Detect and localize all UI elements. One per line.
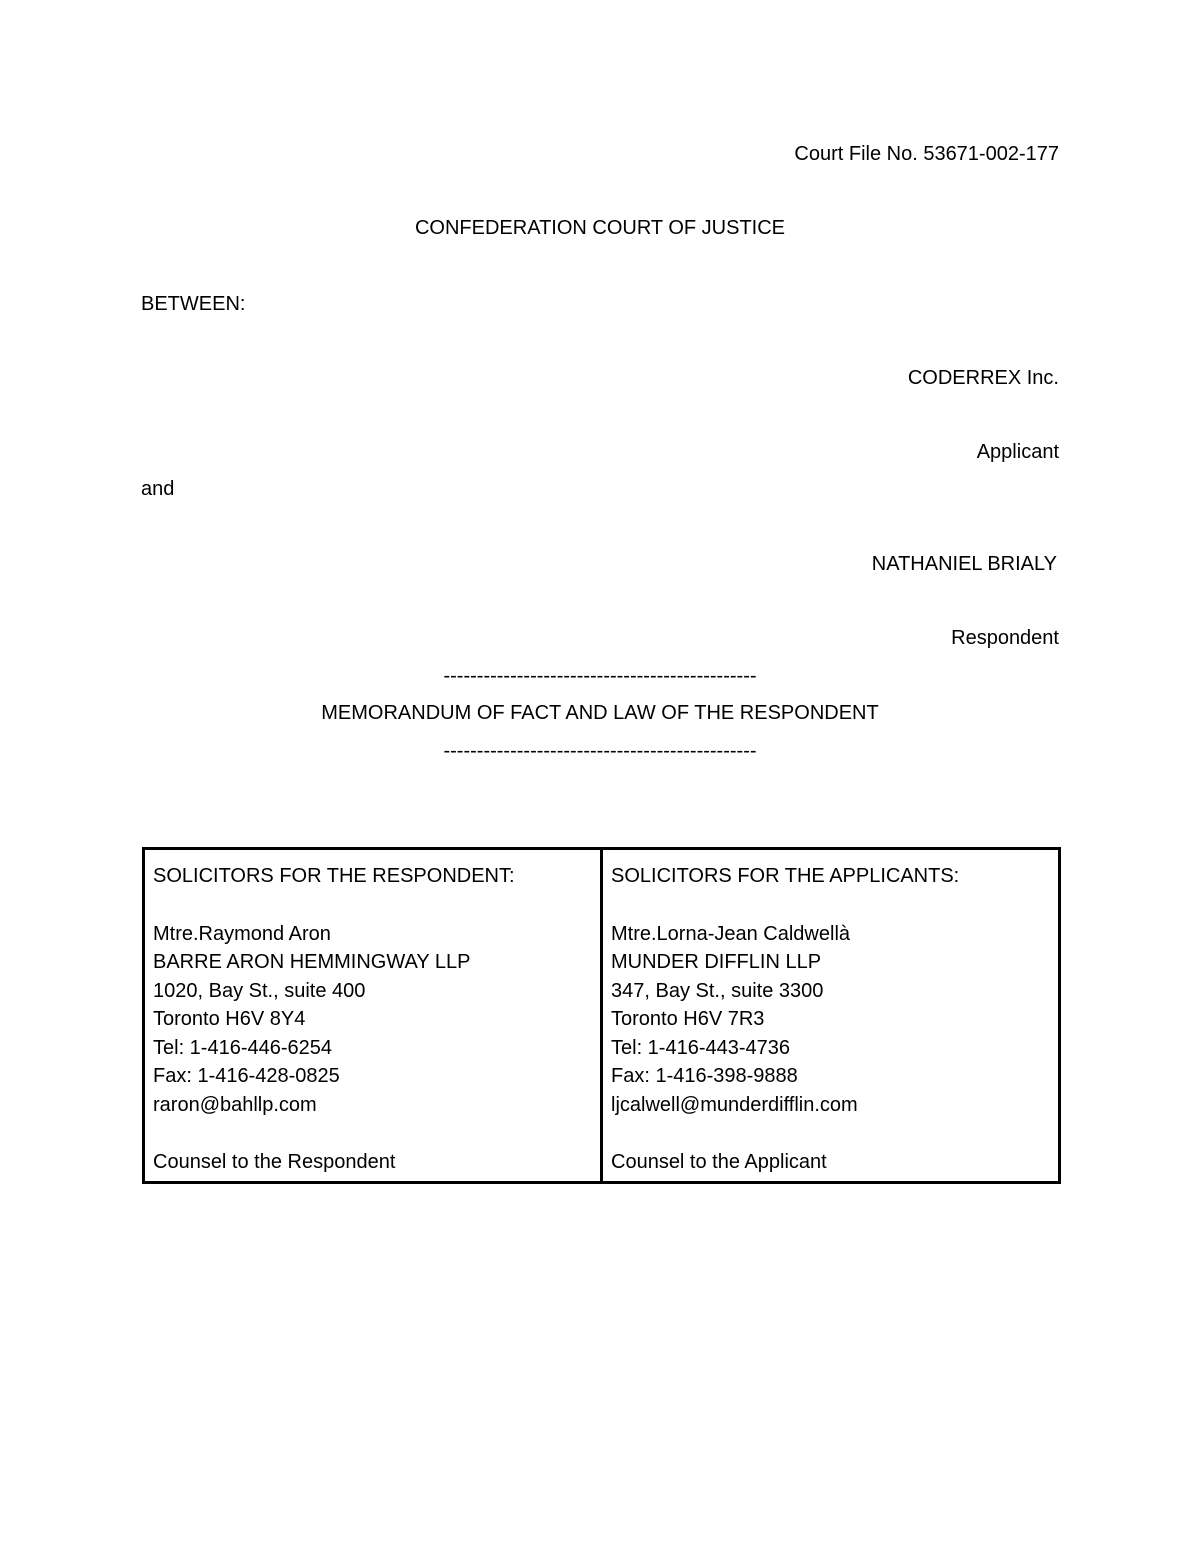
solicitors-table bbox=[142, 847, 1061, 1184]
memorandum-title: MEMORANDUM OF FACT AND LAW OF THE RESPONDENT bbox=[321, 702, 879, 724]
court-file-number: Court File No. 53671-002-177 bbox=[794, 143, 1059, 165]
applicant-solicitors-cell bbox=[600, 850, 1058, 1181]
respondent-counsel-name: Mtre.Raymond Aron bbox=[153, 922, 331, 945]
title-rule-top: ----------------------------------------------- bbox=[443, 665, 757, 687]
respondent-name: NATHANIEL BRIALY bbox=[871, 553, 1057, 575]
applicant-firm: MUNDER DIFFLIN LLP bbox=[611, 951, 822, 973]
respondent-firm: BARRE ARON HEMMINGWAY LLP bbox=[153, 951, 471, 973]
respondent-solicitors-heading: SOLICITORS FOR THE RESPONDENT: bbox=[153, 865, 515, 887]
applicant-name: CODERREX Inc. bbox=[907, 367, 1059, 389]
and-label: and bbox=[141, 478, 175, 500]
applicant-city: Toronto H6V 7R3 bbox=[611, 1008, 765, 1030]
respondent-counsel-role: Counsel to the Respondent bbox=[153, 1151, 396, 1173]
applicant-role: Applicant bbox=[976, 441, 1059, 463]
respondent-solicitors-cell bbox=[145, 850, 600, 1181]
applicant-fax: Fax: 1-416-398-9888 bbox=[611, 1065, 798, 1087]
applicant-counsel-role: Counsel to the Applicant bbox=[611, 1151, 827, 1173]
applicant-email: ljcalwell@munderdifflin.com bbox=[611, 1093, 858, 1116]
respondent-fax: Fax: 1-416-428-0825 bbox=[153, 1065, 340, 1087]
respondent-city: Toronto H6V 8Y4 bbox=[153, 1008, 306, 1030]
applicant-address: 347, Bay St., suite 3300 bbox=[611, 979, 824, 1002]
applicant-tel: Tel: 1-416-443-4736 bbox=[611, 1036, 791, 1059]
applicant-solicitors-heading: SOLICITORS FOR THE APPLICANTS: bbox=[611, 865, 960, 887]
respondent-address: 1020, Bay St., suite 400 bbox=[153, 979, 366, 1002]
respondent-email: raron@bahllp.com bbox=[153, 1093, 317, 1116]
between-label: BETWEEN: bbox=[141, 293, 246, 315]
court-name: CONFEDERATION COURT OF JUSTICE bbox=[414, 217, 786, 239]
title-rule-bottom: ----------------------------------------------- bbox=[443, 740, 757, 762]
respondent-role: Respondent bbox=[951, 627, 1059, 649]
respondent-tel: Tel: 1-416-446-6254 bbox=[153, 1036, 333, 1059]
applicant-counsel-name: Mtre.Lorna-Jean Caldwellà bbox=[611, 922, 851, 945]
